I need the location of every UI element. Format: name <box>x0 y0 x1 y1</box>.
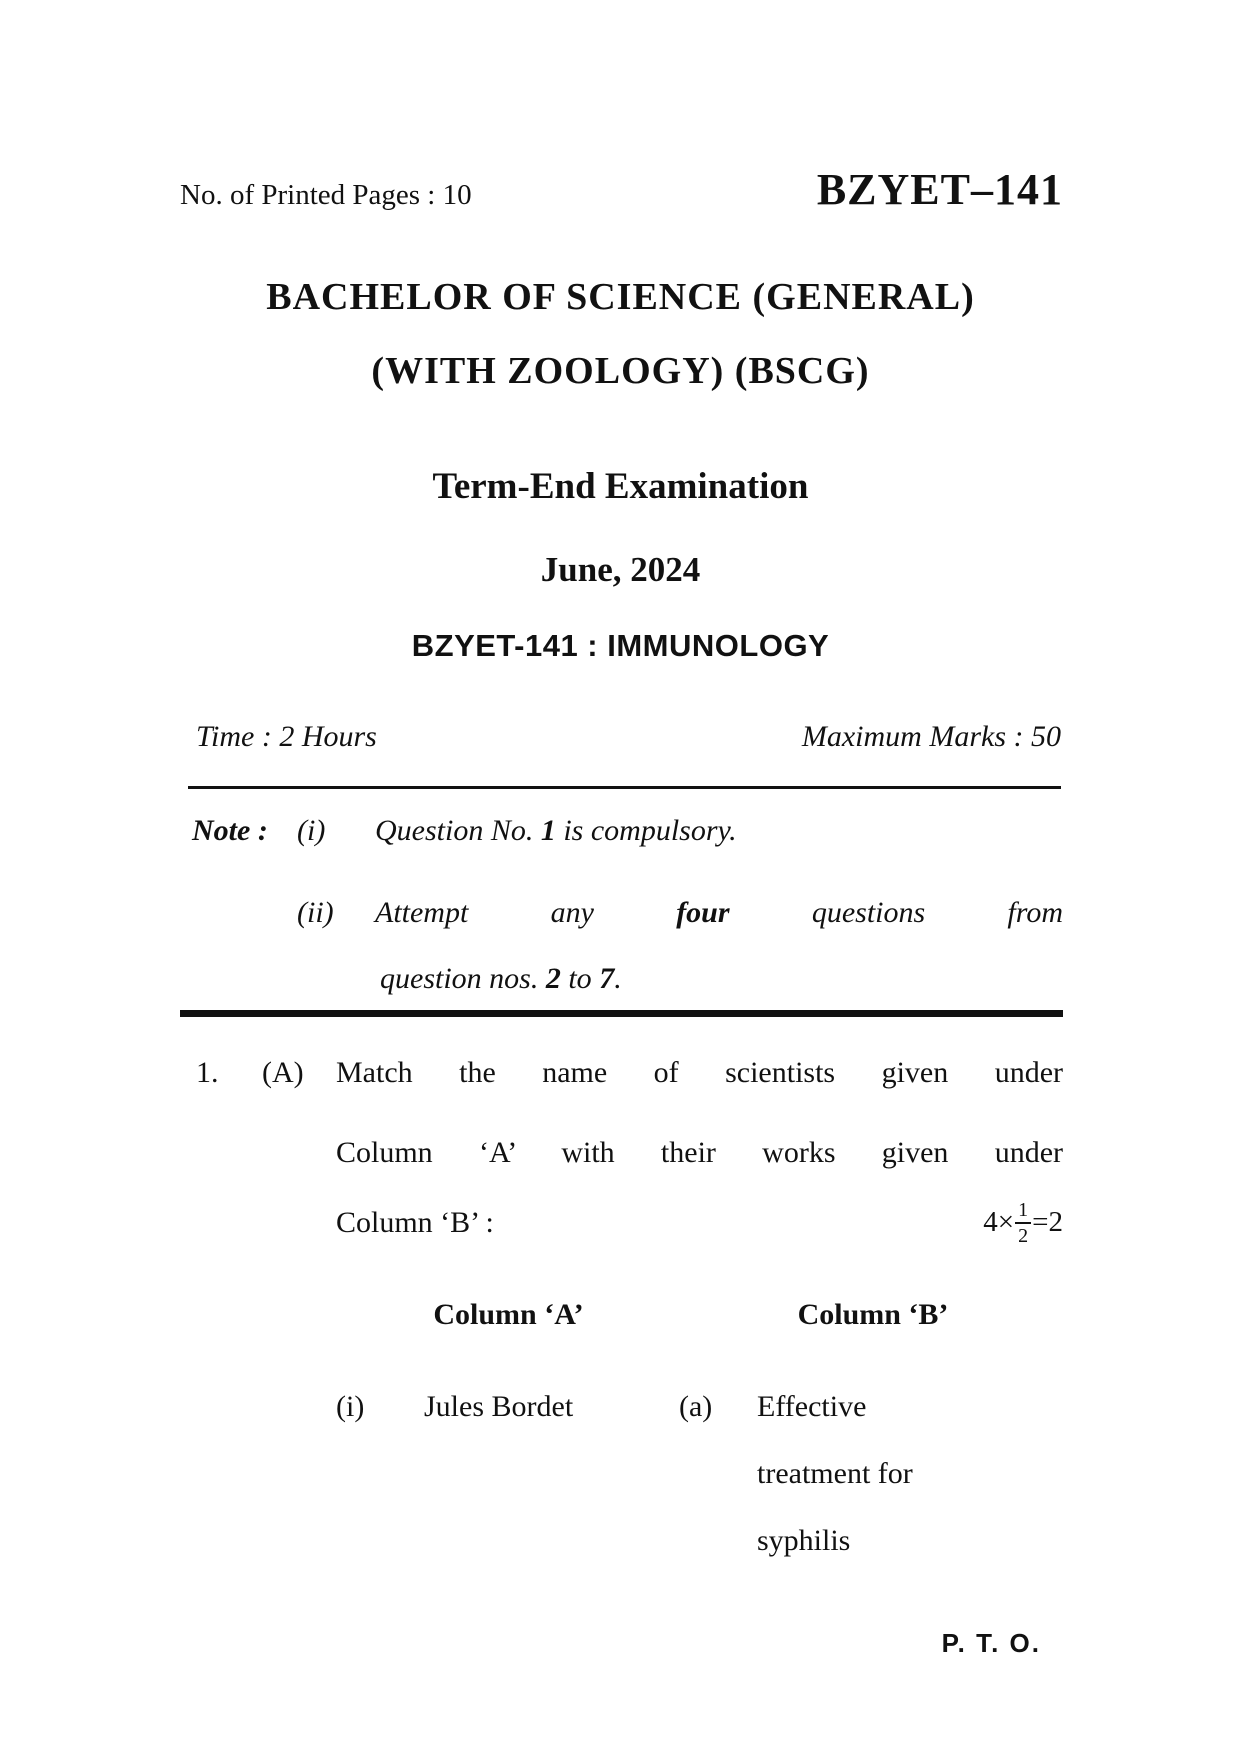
exam-title: Term-End Examination <box>432 466 809 507</box>
match-table <box>178 1298 1063 1557</box>
note-item-ii-text-line1: Attempt any four questions from <box>375 896 1063 929</box>
time-allowed: Time : 2 Hours <box>196 720 377 753</box>
double-horizontal-rule <box>180 1010 1063 1017</box>
question-1 <box>178 1056 1063 1266</box>
question-1-text-line2: Column ‘A’ with their works given under <box>336 1136 1063 1169</box>
fraction-one-half: $\frac{1}{2}$ <box>1015 1200 1031 1246</box>
scientist-name: Jules Bordet <box>424 1390 574 1423</box>
option-letter: (a) <box>679 1390 713 1423</box>
note-item-ii-text-line2: question nos. 2 to 7. <box>380 962 622 995</box>
work-description: Effective treatment for syphilis <box>757 1390 913 1557</box>
note-item-ii <box>192 896 1063 931</box>
question-1-body <box>336 1056 1063 1266</box>
printed-pages-note: No. of Printed Pages : 10 <box>180 179 472 211</box>
maximum-marks: Maximum Marks : 50 <box>801 720 1061 753</box>
note-item-ii-number: (ii) <box>297 896 334 929</box>
note-item-i-text: Question No. 1 is compulsory. <box>375 814 737 847</box>
question-1-text-line1: Match the name of scientists given under <box>336 1056 1063 1089</box>
exam-session: June, 2024 <box>540 550 701 589</box>
program-title-line1: BACHELOR OF SCIENCE (GENERAL) <box>266 276 975 318</box>
time-marks-row <box>196 722 1061 752</box>
table-row <box>336 1392 1063 1556</box>
page-turn-over-label: P. T. O. <box>941 1628 1041 1658</box>
note-section <box>192 814 1063 1014</box>
match-table-header <box>178 1300 1063 1336</box>
course-title: BZYET-141 : IMMUNOLOGY <box>411 628 830 663</box>
note-item-i <box>192 814 1063 849</box>
note-label: Note : <box>192 814 268 847</box>
question-1-part-label: (A) <box>262 1056 304 1089</box>
question-1-marks: 4× $\frac{1}{2}$ =2 <box>983 1199 1063 1247</box>
paper-code: BZYET–141 <box>816 165 1063 214</box>
question-1-text-line3 <box>336 1200 1063 1246</box>
row-number: (i) <box>336 1390 365 1423</box>
program-title-line2: (WITH ZOOLOGY) (BSCG) <box>371 350 870 392</box>
column-a-header: Column ‘A’ <box>433 1298 584 1331</box>
horizontal-rule <box>188 786 1061 789</box>
column-b-header: Column ‘B’ <box>797 1298 949 1331</box>
column-b-label: Column ‘B’ : <box>336 1205 494 1239</box>
note-item-i-number: (i) <box>297 814 326 847</box>
question-1-number: 1. <box>196 1056 219 1089</box>
page-header <box>180 165 1063 214</box>
